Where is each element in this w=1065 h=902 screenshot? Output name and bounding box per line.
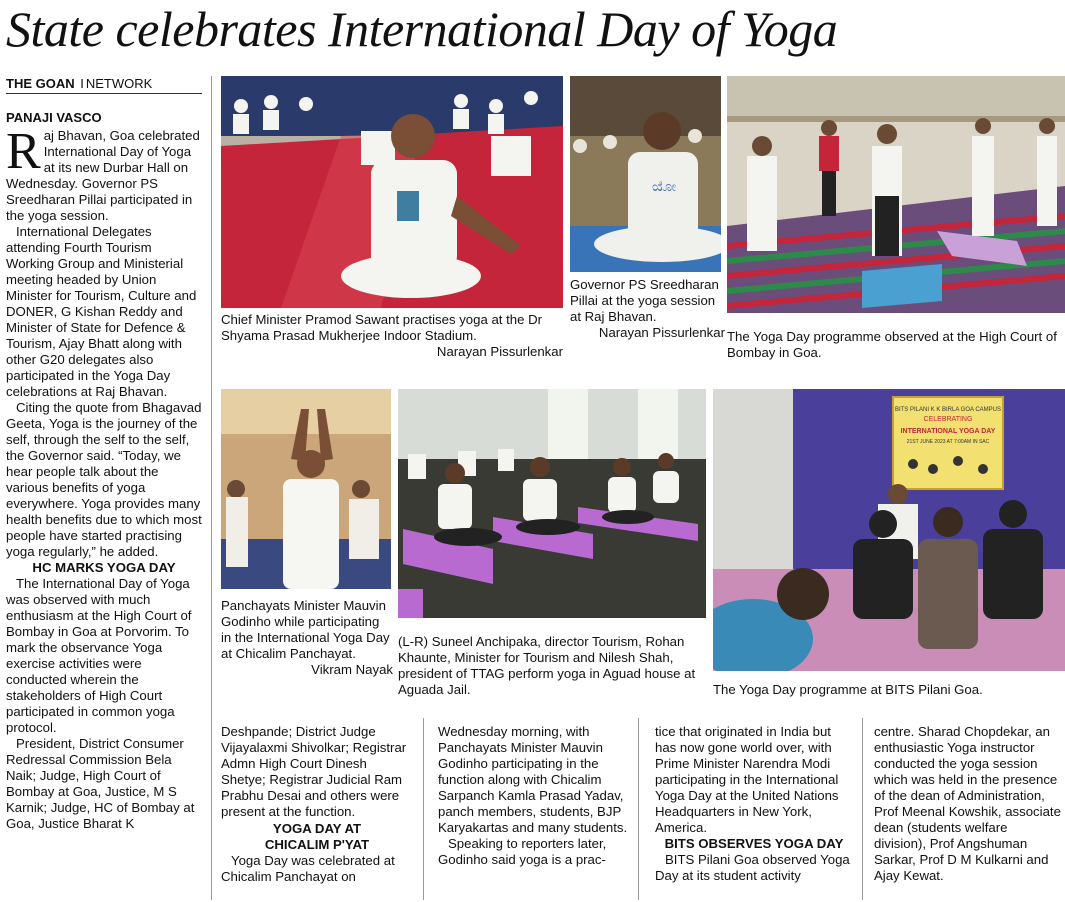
photo-aguada-jail-yoga (398, 389, 706, 618)
byline (6, 76, 152, 91)
banner-text: CELEBRATING (923, 416, 973, 423)
photo-caption: Panchayats Minister Mauvin Godinho while participating in the International Yoga Day at Chicalim Panchayat. Vikram Nayak (221, 598, 393, 677)
photo-chief-minister-yoga (221, 76, 563, 308)
article-paragraph: International Delegates attending Fourth Tourism Working Group and Ministerial meeting headed by Union Minister for Tourism, Culture and DONER, G Kishan Reddy and Minister of State for Defence & Tourism, Ajay Bhatt along with other G20 delegates also participated in the Yoga Day celebrations at Raj Bhavan. (6, 224, 197, 399)
article-column-4 (655, 724, 853, 900)
column-divider (423, 718, 424, 900)
photo-credit: Narayan Pissurlenkar (436, 344, 563, 359)
photo-high-court-yoga (727, 76, 1065, 313)
subheading: YOGA DAY AT CHICALIM P'YAT (264, 821, 370, 852)
dateline: PANAJI VASCO (6, 110, 102, 125)
article-paragraph: President, District Consumer Redressal Commission Bela Naik; Judge, High Court of Bombay at Goa, Justice, M S Karnik; Judge, HC of Bombay at Goa, Justice Bharat K (6, 736, 195, 831)
publication-name: THE GOAN (6, 76, 75, 91)
banner-text: 21ST JUNE 2023 AT 7:00AM IN SAC (906, 439, 990, 445)
photo-caption: Chief Minister Pramod Sawant practises yoga at the Dr Shyama Prasad Mukherjee Indoor Stadium. Narayan Pissurlenkar (221, 312, 563, 359)
article-paragraph: tice that originated in India but has now gone world over, with Prime Minister Narendra Modi participating in the International Yoga Day at the United Nations Headquarters in New York, America. (655, 724, 839, 835)
subheading: BITS OBSERVES YOGA DAY (664, 836, 844, 851)
photo-caption: (L-R) Suneel Anchipaka, director Tourism, Rohan Khaunte, Minister for Tourism and Nilesh Shah, president of TTAG perform yoga in Aguad house at Aguada Jail. (398, 634, 696, 697)
column-divider (211, 76, 212, 900)
article-paragraph: Deshpande; District Judge Vijayalaxmi Shivolkar; Registrar Admn High Court Dinesh Shetye; Registrar Judicial Ram Prabhu Desai and others were present at the function. (221, 724, 407, 819)
photo-credit: Narayan Pissurlenkar (598, 325, 725, 340)
photo-panchayats-minister-yoga (221, 389, 391, 589)
article-paragraph: centre. Sharad Chopdekar, an enthusiastic Yoga instructor conducted the yoga session which was held in the presence of the dean of Administration, Prof Meenal Kowshik, associate dean (students welfare division), Prof Angshuman Sarkar, Prof D M Kulkarni and Ajay Kewat. (874, 724, 1061, 883)
byline-label: NETWORK (85, 76, 153, 91)
byline-rule (6, 93, 202, 94)
photo-caption: The Yoga Day programme observed at the High Court of Bombay in Goa. (727, 329, 1057, 360)
article-column-3 (438, 724, 628, 900)
article-column-5 (874, 724, 1063, 900)
svg-text:ಯೋ: ಯೋ (652, 178, 677, 194)
drop-cap: R (6, 128, 41, 180)
photo-caption: Governor PS Sreedharan Pillai at the yoga session at Raj Bhavan. Narayan Pissurlenkar (570, 277, 725, 340)
subheading: HC MARKS YOGA DAY (32, 560, 176, 575)
photo-caption: The Yoga Day programme at BITS Pilani Goa. (713, 682, 983, 697)
byline-separator: I (80, 76, 84, 91)
article-paragraph: BITS Pilani Goa observed Yoga Day at its student activity (655, 852, 850, 883)
article-paragraph: Citing the quote from Bhagavad Geeta, Yoga is the journey of the self, through the self to the self, the Governor said. “Today, we hear people talk about the various benefits of yoga everywhere. Yoga provides many health benefits due to which most people have started practising yoga regularly,” he added. (6, 400, 202, 559)
article-paragraph: Wednesday morning, with Panchayats Minister Mauvin Godinho participating in the function along with Chicalim Sarpanch Kamla Prasad Yadav, panch members, students, BJP Karyakartas and many students. (438, 724, 628, 835)
article-paragraph: Yoga Day was celebrated at Chicalim Panchayat on (221, 853, 395, 884)
article-paragraph: The International Day of Yoga was observed with much enthusiasm at the High Court of Bombay in Goa at Porvorim. To mark the observance Yoga exercise activities were conducted wherein the stakeholders of High Court participated in common yoga protocol. (6, 576, 192, 735)
article-paragraph: Raj Bhavan, Goa celebrated International Day of Yoga at its new Durbar Hall on Wednesday. Governor PS Sreedharan Pillai participated in the yoga session. (6, 128, 200, 223)
column-divider (862, 718, 863, 900)
photo-bits-pilani-yoga (713, 389, 1065, 671)
photo-credit: Vikram Nayak (311, 662, 393, 677)
article-paragraph: Speaking to reporters later, Godinho said yoga is a prac- (438, 836, 607, 867)
photo-governor-yoga (570, 76, 721, 272)
banner-text: BITS PILANI K K BIRLA GOA CAMPUS (894, 407, 1002, 413)
headline: State celebrates International Day of Yoga (6, 1, 838, 57)
article-column-2 (221, 724, 413, 900)
column-divider (638, 718, 639, 900)
article-column-1 (6, 128, 202, 900)
banner-text: INTERNATIONAL YOGA DAY (900, 428, 996, 435)
